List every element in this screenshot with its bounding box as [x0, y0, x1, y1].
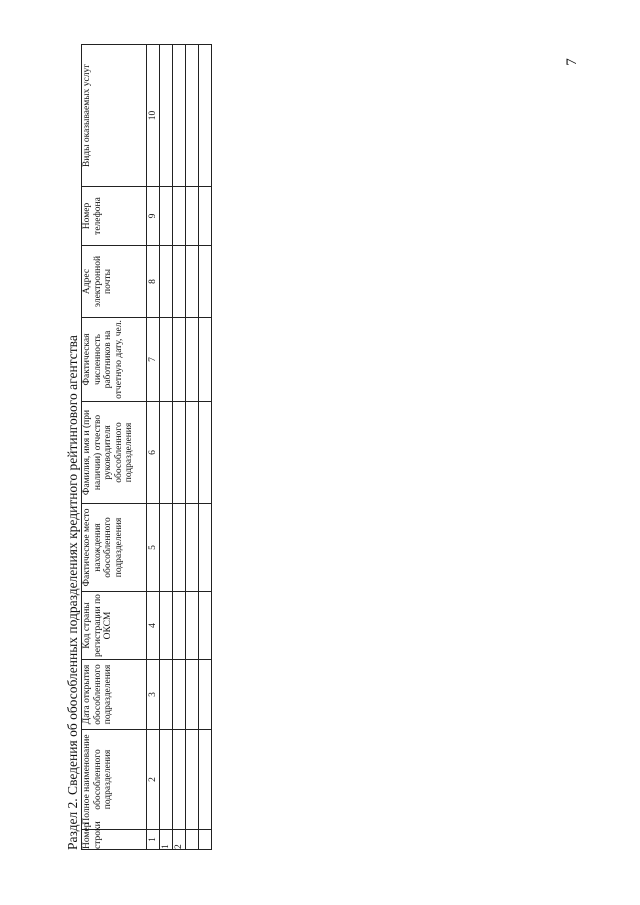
header-phone: Номер телефона	[82, 187, 147, 246]
column-number-row	[147, 45, 160, 850]
header-services: Виды оказываемых услуг	[82, 45, 147, 187]
table-cell	[173, 45, 186, 187]
table-cell	[173, 187, 186, 246]
rotated-sheet	[64, 45, 224, 850]
table-header-row	[82, 45, 147, 850]
header-location: Фактическое место нахождения обособленного подразделения	[82, 504, 147, 592]
table-cell	[186, 318, 199, 402]
table-cell	[186, 660, 199, 730]
table-cell	[160, 45, 173, 187]
table-cell	[199, 592, 212, 660]
column-number: 10	[147, 45, 160, 187]
table-row	[160, 45, 173, 850]
header-head-name: Фамилия, имя и (при наличии) отчество руководителя обособленного подразделения	[82, 402, 147, 504]
table-cell	[173, 318, 186, 402]
page-number: 7	[564, 58, 580, 66]
table-row	[199, 45, 212, 850]
table-cell: 2	[173, 830, 186, 850]
table-cell	[173, 504, 186, 592]
header-employee-count: Фактическая численность работников на отчетную дату, чел.	[82, 318, 147, 402]
table-cell	[199, 402, 212, 504]
table-cell	[160, 592, 173, 660]
table-cell	[199, 187, 212, 246]
table-cell	[173, 246, 186, 318]
column-number: 4	[147, 592, 160, 660]
table-row	[173, 45, 186, 850]
header-opening-date: Дата открытия обособленного подразделения	[82, 660, 147, 730]
table-cell	[173, 660, 186, 730]
table-cell	[173, 402, 186, 504]
column-number: 9	[147, 187, 160, 246]
table-cell	[199, 730, 212, 830]
column-number: 1	[147, 830, 160, 850]
column-number: 8	[147, 246, 160, 318]
header-email: Адрес электронной почты	[82, 246, 147, 318]
table-cell	[173, 592, 186, 660]
column-number: 6	[147, 402, 160, 504]
header-row-number: Номер строки	[82, 830, 147, 850]
table-cell	[186, 246, 199, 318]
header-full-name: Полное наименование обособленного подразделения	[82, 730, 147, 830]
column-number: 5	[147, 504, 160, 592]
table-cell	[160, 246, 173, 318]
table-cell	[160, 504, 173, 592]
table-cell	[160, 660, 173, 730]
section-title: Раздел 2. Сведения об обособленных подразделениях кредитного рейтингового агентства	[65, 335, 80, 850]
table-cell	[186, 187, 199, 246]
header-country-code: Код страны регистрации по ОКСМ	[82, 592, 147, 660]
table-cell: 1	[160, 830, 173, 850]
table-cell	[186, 45, 199, 187]
table-cell	[199, 504, 212, 592]
table-cell	[199, 830, 212, 850]
branches-table	[81, 44, 212, 850]
table-cell	[160, 318, 173, 402]
table-cell	[199, 318, 212, 402]
column-number: 7	[147, 318, 160, 402]
table-cell	[186, 830, 199, 850]
table-cell	[199, 246, 212, 318]
table-cell	[173, 730, 186, 830]
table-cell	[160, 187, 173, 246]
table-cell	[186, 402, 199, 504]
table-cell	[186, 504, 199, 592]
table-row	[186, 45, 199, 850]
table-cell	[160, 402, 173, 504]
table-cell	[186, 592, 199, 660]
column-number: 3	[147, 660, 160, 730]
table-cell	[199, 660, 212, 730]
column-number: 2	[147, 730, 160, 830]
table-cell	[199, 45, 212, 187]
table-cell	[160, 730, 173, 830]
table-cell	[186, 730, 199, 830]
